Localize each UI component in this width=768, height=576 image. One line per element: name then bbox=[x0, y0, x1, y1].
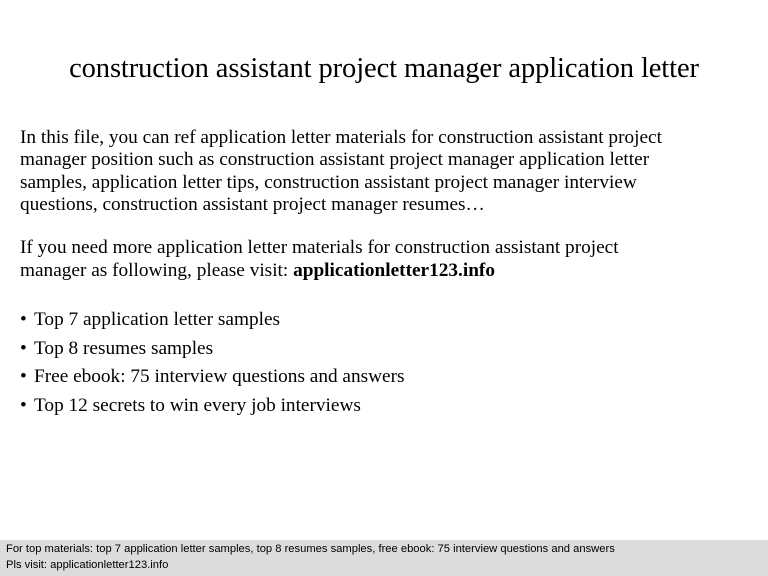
intro-line: questions, construction assistant project manager resumes… bbox=[20, 194, 485, 216]
materials-list bbox=[20, 306, 760, 420]
intro-line: In this file, you can ref application letter materials for construction assistant project bbox=[20, 127, 662, 148]
bullet-icon: • bbox=[20, 308, 27, 330]
list-item bbox=[20, 363, 760, 392]
bullet-icon: • bbox=[20, 394, 27, 416]
list-item bbox=[20, 306, 760, 335]
slide-title: construction assistant project manager application letter bbox=[69, 53, 699, 84]
intro-line: samples, application letter tips, construction assistant project manager interview bbox=[20, 171, 637, 193]
more-line-prefix: manager as following, please visit: bbox=[20, 259, 294, 281]
bullet-icon: • bbox=[20, 366, 27, 388]
list-item-label: Free ebook: 75 interview questions and answers bbox=[34, 366, 405, 388]
footer-line: For top materials: top 7 application letter samples, top 8 resumes samples, free ebook: 75 interview questions and answers bbox=[6, 543, 615, 555]
list-item-label: Top 8 resumes samples bbox=[34, 337, 214, 359]
intro-line: manager position such as construction assistant project manager application letter bbox=[20, 149, 650, 171]
list-item-label: Top 12 secrets to win every job interviews bbox=[34, 394, 361, 416]
list-item-label: Top 7 application letter samples bbox=[34, 308, 281, 330]
slide-body bbox=[20, 127, 760, 420]
footer-bar bbox=[0, 540, 768, 576]
website-link[interactable]: applicationletter123.info bbox=[293, 259, 495, 281]
list-item bbox=[20, 335, 760, 364]
list-item bbox=[20, 392, 760, 421]
intro-paragraph bbox=[20, 127, 760, 217]
more-line bbox=[20, 260, 760, 282]
more-paragraph bbox=[20, 237, 760, 282]
more-line: If you need more application letter materials for construction assistant project bbox=[20, 237, 619, 259]
bullet-icon: • bbox=[20, 337, 27, 359]
footer-line: Pls visit: applicationletter123.info bbox=[6, 558, 169, 571]
